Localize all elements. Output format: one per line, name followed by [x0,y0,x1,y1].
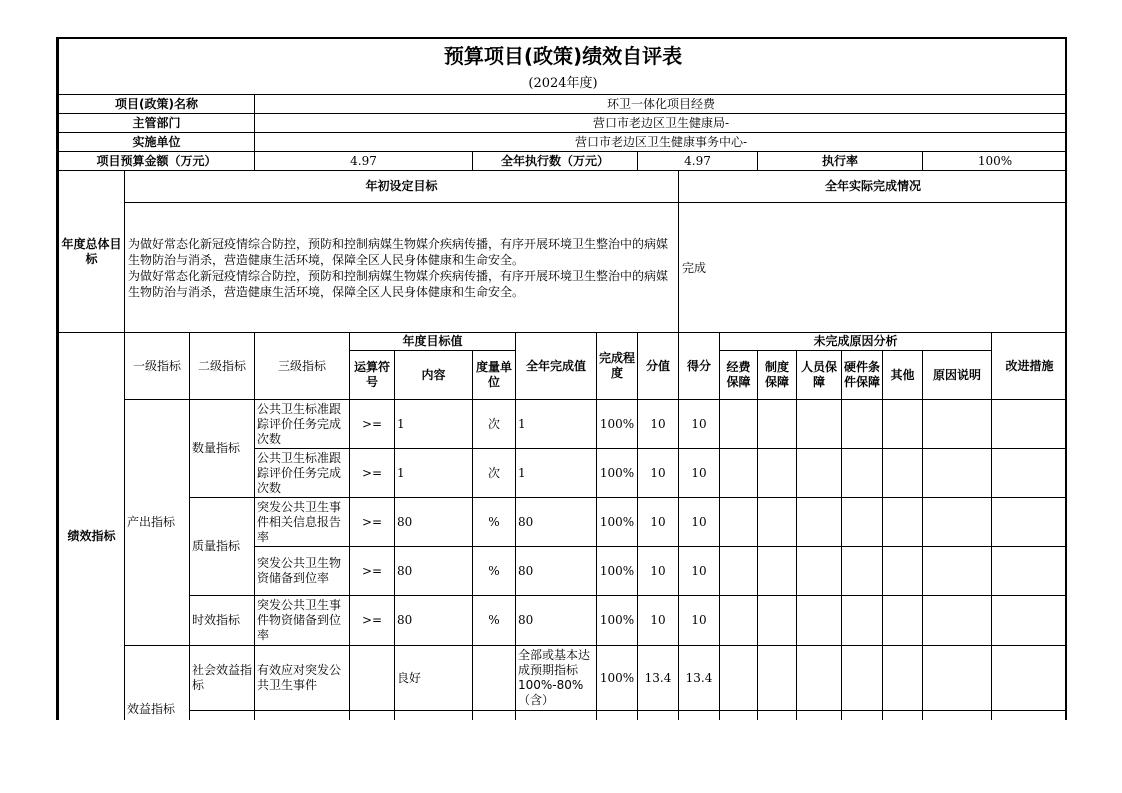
self-evaluation-sheet [56,37,1067,720]
indicator-name: 突发公共卫生事件物资储备到位率 [255,596,350,646]
target-content-cell: 80 [395,596,473,646]
initial-goal-paragraph-2: 为做好常态化新冠疫情综合防控，预防和控制病媒生物媒介疾病传播，有序开展环境卫生整治中的病媒生物防治与消杀，营造健康生活环境，保障全区人民身体健康和生命安全。 [128,268,669,299]
completion-cell: 100% [597,449,638,498]
completion-cell: 100% [597,498,638,547]
improve-header: 改进措施 [992,333,1068,400]
table-row [59,498,1068,547]
dept-value: 营口市老边区卫生健康局- [255,114,1068,133]
table-row [59,711,1068,721]
completion-cell: 100% [597,547,638,596]
operator-cell: >= [350,547,395,596]
reason-system-header: 制度保障 [758,351,797,400]
score-cell: 10 [679,400,720,449]
empty-cell [842,547,883,596]
empty-cell [255,711,350,721]
empty-cell [758,711,797,721]
empty-cell [992,449,1068,498]
empty-cell [923,547,992,596]
empty-cell [992,596,1068,646]
group-social-benefit: 社会效益指标 [190,646,255,711]
empty-cell [883,498,923,547]
indicator-name: 公共卫生标准跟踪评价任务完成次数 [255,400,350,449]
group-benefit: 效益指标 [125,646,190,721]
annual-target-header: 年度目标值 [350,333,516,351]
empty-cell [190,711,255,721]
score-value-cell: 10 [638,547,679,596]
empty-cell [883,596,923,646]
full-year-cell: 80 [516,498,597,547]
empty-cell [758,498,797,547]
table-row [59,596,1068,646]
budget-value: 4.97 [255,152,473,171]
empty-cell [473,711,516,721]
empty-cell [992,646,1068,711]
empty-cell [720,400,758,449]
empty-cell [842,646,883,711]
rate-value: 100% [923,152,1068,171]
operator-cell: >= [350,498,395,547]
initial-goal-text [125,203,679,333]
score-value-header: 分值 [638,333,679,400]
target-content-cell: 80 [395,498,473,547]
empty-cell [758,449,797,498]
full-year-header: 全年完成值 [516,333,597,400]
completion-header: 完成程度 [597,333,638,400]
actual-completion-text: 完成 [679,203,1068,333]
empty-cell [883,400,923,449]
empty-cell [350,711,395,721]
empty-cell [720,646,758,711]
empty-cell [883,711,923,721]
empty-cell [797,498,842,547]
empty-cell [758,400,797,449]
empty-cell [720,711,758,721]
empty-cell [842,596,883,646]
completion-cell: 100% [597,400,638,449]
operator-cell [350,646,395,711]
score-cell: 10 [679,547,720,596]
reason-desc-header: 原因说明 [923,351,992,400]
unit-header: 度量单位 [473,351,516,400]
empty-cell [923,498,992,547]
empty-cell [992,498,1068,547]
full-year-cell: 80 [516,547,597,596]
op-header: 运算符号 [350,351,395,400]
initial-goal-header: 年初设定目标 [125,171,679,203]
score-value-cell: 10 [638,596,679,646]
indicator-name: 突发公共卫生事件相关信息报告率 [255,498,350,547]
rate-label: 执行率 [758,152,923,171]
budget-label: 项目预算金额（万元） [59,152,255,171]
empty-cell [720,498,758,547]
target-content-cell: 良好 [395,646,473,711]
unfinished-header: 未完成原因分析 [720,333,992,351]
empty-cell [842,498,883,547]
score-value-cell: 13.4 [638,646,679,711]
empty-cell [992,711,1068,721]
empty-cell [883,449,923,498]
report-year: (2024年度) [59,73,1068,95]
full-year-cell: 80 [516,596,597,646]
content-header: 内容 [395,351,473,400]
level3-header: 三级指标 [255,333,350,400]
empty-cell [923,596,992,646]
group-output: 产出指标 [125,400,190,646]
score-value-cell: 10 [638,449,679,498]
empty-cell [883,547,923,596]
unit-cell: 次 [473,449,516,498]
empty-cell [992,400,1068,449]
empty-cell [797,547,842,596]
score-value-cell: 10 [638,498,679,547]
dept-label: 主管部门 [59,114,255,133]
operator-cell: >= [350,400,395,449]
level1-header: 一级指标 [125,333,190,400]
initial-goal-paragraph-1: 为做好常态化新冠疫情综合防控，预防和控制病媒生物媒介疾病传播，有序开展环境卫生整治中的病媒生物防治与消杀，营造健康生活环境，保障全区人民身体健康和生命安全。 [128,236,669,267]
annual-goal-label: 年度总体目标 [59,171,125,333]
indicator-name: 有效应对突发公共卫生事件 [255,646,350,711]
empty-cell [720,596,758,646]
empty-cell [797,400,842,449]
empty-cell [679,711,720,721]
unit-cell [473,646,516,711]
table-row [59,400,1068,449]
evaluation-table [58,39,1067,720]
empty-cell [923,400,992,449]
project-name-label: 项目(政策)名称 [59,95,255,114]
empty-cell [797,711,842,721]
group-quality: 质量指标 [190,498,255,596]
full-year-cell: 1 [516,449,597,498]
empty-cell [395,711,473,721]
empty-cell [758,596,797,646]
group-quantity: 数量指标 [190,400,255,498]
exec-value: 4.97 [638,152,758,171]
unit-cell: % [473,498,516,547]
reason-funding-header: 经费保障 [720,351,758,400]
empty-cell [516,711,597,721]
exec-label: 全年执行数（万元） [473,152,638,171]
empty-cell [758,547,797,596]
empty-cell [720,449,758,498]
empty-cell [797,646,842,711]
empty-cell [923,711,992,721]
empty-cell [842,449,883,498]
empty-cell [923,449,992,498]
perf-indicator-label: 绩效指标 [59,333,125,721]
empty-cell [797,596,842,646]
group-timeliness: 时效指标 [190,596,255,646]
empty-cell [720,547,758,596]
empty-cell [992,547,1068,596]
score-cell: 10 [679,498,720,547]
completion-cell: 100% [597,646,638,711]
target-content-cell: 1 [395,449,473,498]
reason-other-header: 其他 [883,351,923,400]
level2-header: 二级指标 [190,333,255,400]
unit-cell: % [473,547,516,596]
target-content-cell: 80 [395,547,473,596]
actual-completion-header: 全年实际完成情况 [679,171,1068,203]
full-year-cell: 1 [516,400,597,449]
indicator-name: 公共卫生标准跟踪评价任务完成次数 [255,449,350,498]
empty-cell [758,646,797,711]
empty-cell [883,646,923,711]
page-title: 预算项目(政策)绩效自评表 [59,39,1068,73]
empty-cell [597,711,638,721]
score-cell: 10 [679,449,720,498]
empty-cell [842,711,883,721]
unit-cell: 次 [473,400,516,449]
empty-cell [842,400,883,449]
target-content-cell: 1 [395,400,473,449]
operator-cell: >= [350,596,395,646]
table-row [59,646,1068,711]
impl-unit-value: 营口市老边区卫生健康事务中心- [255,133,1068,152]
score-value-cell: 10 [638,400,679,449]
reason-hardware-header: 硬件条件保障 [842,351,883,400]
indicator-name: 突发公共卫生物资储备到位率 [255,547,350,596]
impl-unit-label: 实施单位 [59,133,255,152]
operator-cell: >= [350,449,395,498]
completion-cell: 100% [597,596,638,646]
empty-cell [638,711,679,721]
score-header: 得分 [679,333,720,400]
unit-cell: % [473,596,516,646]
score-cell: 10 [679,596,720,646]
project-name-value: 环卫一体化项目经费 [255,95,1068,114]
score-cell: 13.4 [679,646,720,711]
full-year-cell: 全部或基本达成预期指标100%-80%（含） [516,646,597,711]
empty-cell [797,449,842,498]
empty-cell [923,646,992,711]
reason-staff-header: 人员保障 [797,351,842,400]
